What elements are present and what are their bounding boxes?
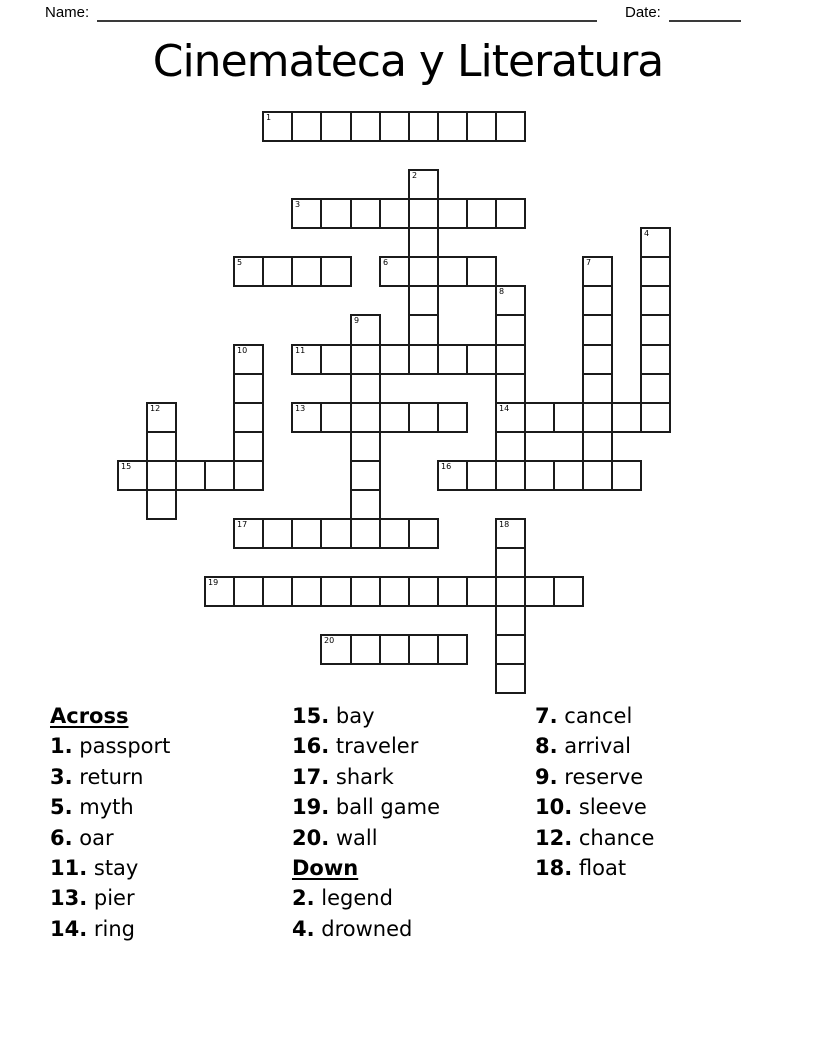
clue-text: pier <box>87 886 135 911</box>
grid-cell[interactable] <box>582 285 613 316</box>
clue-number: 3. <box>50 764 73 789</box>
grid-cell[interactable] <box>495 460 526 491</box>
grid-cell[interactable] <box>437 576 468 607</box>
grid-cell[interactable] <box>262 576 293 607</box>
grid-cell[interactable] <box>495 576 526 607</box>
grid-cell[interactable] <box>379 111 410 142</box>
grid-cell[interactable] <box>495 663 526 694</box>
clue-number: 6. <box>50 825 73 850</box>
grid-cell[interactable] <box>233 431 264 462</box>
grid-cell[interactable] <box>408 344 439 375</box>
clue-number: 14. <box>50 916 88 941</box>
clue-number: 5. <box>50 795 73 820</box>
grid-cell[interactable] <box>466 576 497 607</box>
grid-cell[interactable] <box>379 402 410 433</box>
grid-cell[interactable] <box>640 256 671 287</box>
clue-text: sleeve <box>572 795 647 820</box>
clue-item-14 <box>50 914 170 944</box>
grid-cell[interactable] <box>350 634 381 665</box>
grid-cell[interactable] <box>379 518 410 549</box>
clues-down-header: Down <box>292 855 359 880</box>
grid-cell[interactable] <box>553 460 584 491</box>
grid-cell[interactable] <box>437 634 468 665</box>
grid-cell[interactable] <box>117 460 148 491</box>
cell-number: 11 <box>295 346 306 355</box>
grid-cell[interactable] <box>291 576 322 607</box>
cell-number: 19 <box>208 578 219 587</box>
grid-cell[interactable] <box>291 256 322 287</box>
grid-cell[interactable] <box>204 460 235 491</box>
clue-item-8 <box>535 731 654 761</box>
grid-cell[interactable] <box>320 256 352 287</box>
grid-cell[interactable] <box>233 402 264 433</box>
date-input-line[interactable] <box>669 3 741 22</box>
clue-column-2 <box>292 701 440 944</box>
grid-cell[interactable] <box>291 344 322 375</box>
grid-cell[interactable] <box>495 285 526 316</box>
clue-item-18 <box>535 853 654 883</box>
grid-cell[interactable] <box>582 402 613 433</box>
clue-item-6 <box>50 823 170 853</box>
grid-cell[interactable] <box>495 634 526 665</box>
clue-text: cancel <box>557 704 633 728</box>
grid-cell[interactable] <box>524 460 555 491</box>
grid-cell[interactable] <box>611 460 642 491</box>
grid-cell[interactable] <box>640 314 671 346</box>
grid-cell[interactable] <box>466 111 497 142</box>
grid-cell[interactable] <box>466 344 497 375</box>
grid-cell[interactable] <box>175 460 206 491</box>
cell-number: 17 <box>237 520 248 529</box>
clue-item-10 <box>535 792 654 822</box>
cell-number: 4 <box>644 229 650 238</box>
grid-cell[interactable] <box>320 111 352 142</box>
grid-cell[interactable] <box>379 634 410 665</box>
grid-cell[interactable] <box>408 227 439 258</box>
clue-text: float <box>572 855 627 880</box>
cell-number: 3 <box>295 200 301 209</box>
clue-number: 19. <box>292 795 330 820</box>
grid-cell[interactable] <box>350 489 381 520</box>
clue-number: 15. <box>292 704 330 728</box>
grid-cell[interactable] <box>204 576 235 607</box>
grid-cell[interactable] <box>233 373 264 404</box>
grid-cell[interactable] <box>495 518 526 549</box>
clue-item-5 <box>50 792 170 822</box>
grid-cell[interactable] <box>408 198 439 229</box>
grid-cell[interactable] <box>379 198 410 229</box>
grid-cell[interactable] <box>553 576 584 607</box>
grid-cell[interactable] <box>320 198 352 229</box>
grid-cell[interactable] <box>437 256 468 287</box>
grid-cell[interactable] <box>466 198 497 229</box>
grid-cell[interactable] <box>582 460 613 491</box>
grid-cell[interactable] <box>291 518 322 549</box>
grid-cell[interactable] <box>437 402 468 433</box>
grid-cell[interactable] <box>524 576 555 607</box>
clue-text: arrival <box>557 734 632 759</box>
date-field <box>625 3 741 22</box>
grid-cell[interactable] <box>582 431 613 462</box>
grid-cell[interactable] <box>495 198 526 229</box>
clue-text: myth <box>72 795 134 820</box>
grid-cell[interactable] <box>495 547 526 578</box>
clue-item-19 <box>292 792 440 822</box>
clue-item-20 <box>292 823 440 853</box>
grid-cell[interactable] <box>320 344 352 375</box>
clue-text: passport <box>72 734 171 759</box>
clue-text: wall <box>329 825 378 850</box>
cell-number: 13 <box>295 404 306 413</box>
grid-cell[interactable] <box>408 518 439 549</box>
grid-cell[interactable] <box>495 344 526 375</box>
clue-number: 1. <box>50 734 73 759</box>
grid-cell[interactable] <box>320 634 352 665</box>
grid-cell[interactable] <box>379 256 410 287</box>
clue-text: reserve <box>557 764 644 789</box>
grid-cell[interactable] <box>350 198 381 229</box>
grid-cell[interactable] <box>350 576 381 607</box>
cell-number: 6 <box>383 258 389 267</box>
cell-number: 14 <box>499 404 510 413</box>
clue-item-17 <box>292 762 440 792</box>
grid-cell[interactable] <box>146 431 177 462</box>
cell-number: 9 <box>354 316 360 325</box>
page-title: Cinemateca y Literatura <box>152 36 664 87</box>
grid-cell[interactable] <box>408 256 439 287</box>
grid-cell[interactable] <box>350 314 381 346</box>
clue-text: oar <box>72 825 114 850</box>
grid-cell[interactable] <box>640 402 671 433</box>
grid-cell[interactable] <box>350 460 381 491</box>
cell-number: 2 <box>412 171 418 180</box>
grid-cell[interactable] <box>582 314 613 346</box>
grid-cell[interactable] <box>640 227 671 258</box>
clue-text: chance <box>572 825 655 850</box>
grid-cell[interactable] <box>233 576 264 607</box>
grid-cell[interactable] <box>350 402 381 433</box>
clue-text: return <box>72 764 144 789</box>
clue-item-13 <box>50 883 170 913</box>
grid-cell[interactable] <box>408 402 439 433</box>
clue-text: drowned <box>314 916 413 941</box>
cell-number: 8 <box>499 287 505 296</box>
grid-cell[interactable] <box>408 111 439 142</box>
grid-cell[interactable] <box>350 111 381 142</box>
grid-cell[interactable] <box>350 518 381 549</box>
grid-cell[interactable] <box>350 373 381 404</box>
grid-cell[interactable] <box>408 634 439 665</box>
grid-cell[interactable] <box>582 256 613 287</box>
grid-cell[interactable] <box>495 605 526 636</box>
grid-cell[interactable] <box>524 402 555 433</box>
grid-cell[interactable] <box>262 111 293 142</box>
clues-across-header: Across <box>50 704 129 728</box>
grid-cell[interactable] <box>146 402 177 433</box>
grid-cell[interactable] <box>437 111 468 142</box>
clue-item-2 <box>292 883 440 913</box>
cell-number: 20 <box>324 636 335 645</box>
name-label: Name: <box>45 4 90 21</box>
grid-cell[interactable] <box>350 431 381 462</box>
clue-column-3 <box>535 701 654 883</box>
grid-cell[interactable] <box>640 285 671 316</box>
grid-cell[interactable] <box>640 373 671 404</box>
clue-number: 13. <box>50 886 88 911</box>
grid-cell[interactable] <box>233 460 264 491</box>
grid-cell[interactable] <box>291 198 322 229</box>
grid-cell[interactable] <box>437 198 468 229</box>
grid-cell[interactable] <box>291 402 322 433</box>
clue-item-3 <box>50 762 170 792</box>
clue-item-15 <box>292 701 440 731</box>
grid-cell[interactable] <box>146 489 177 520</box>
cell-number: 10 <box>237 346 248 355</box>
date-label: Date: <box>625 4 661 21</box>
grid-cell[interactable] <box>495 373 526 404</box>
clue-item-16 <box>292 731 440 761</box>
clue-number: 12. <box>535 825 573 850</box>
grid-cell[interactable] <box>437 460 468 491</box>
clue-number: 11. <box>50 855 88 880</box>
clue-number: 4. <box>292 916 315 941</box>
cell-number: 5 <box>237 258 243 267</box>
clue-number: 18. <box>535 855 573 880</box>
grid-cell[interactable] <box>320 402 352 433</box>
clue-column-1 <box>50 701 170 944</box>
clue-text: ring <box>87 916 135 941</box>
grid-cell[interactable] <box>495 402 526 433</box>
clue-number: 9. <box>535 764 558 789</box>
clue-text: bay <box>329 704 375 728</box>
cell-number: 1 <box>266 113 272 122</box>
grid-cell[interactable] <box>379 344 410 375</box>
grid-cell[interactable] <box>408 314 439 346</box>
clue-text: shark <box>329 764 394 789</box>
clue-number: 7. <box>535 704 558 728</box>
cell-number: 16 <box>441 462 452 471</box>
grid-cell[interactable] <box>582 344 613 375</box>
grid-cell[interactable] <box>408 169 439 200</box>
grid-cell[interactable] <box>233 344 264 375</box>
grid-cell[interactable] <box>233 256 264 287</box>
grid-cell[interactable] <box>495 314 526 346</box>
grid-cell[interactable] <box>582 373 613 404</box>
clue-text: stay <box>87 855 139 880</box>
grid-cell[interactable] <box>291 111 322 142</box>
grid-cell[interactable] <box>233 518 264 549</box>
grid-cell[interactable] <box>466 460 497 491</box>
grid-cell[interactable] <box>379 576 410 607</box>
cell-number: 15 <box>121 462 132 471</box>
clue-item-11 <box>50 853 170 883</box>
grid-cell[interactable] <box>640 344 671 375</box>
cell-number: 7 <box>586 258 592 267</box>
grid-cell[interactable] <box>408 576 439 607</box>
clue-item-1 <box>50 731 170 761</box>
clue-text: ball game <box>329 795 440 820</box>
clue-item-7 <box>535 701 654 731</box>
clue-number: 8. <box>535 734 558 759</box>
grid-cell[interactable] <box>611 402 642 433</box>
grid-cell[interactable] <box>350 344 381 375</box>
clue-number: 10. <box>535 795 573 820</box>
clue-item-9 <box>535 762 654 792</box>
grid-cell[interactable] <box>262 256 293 287</box>
clue-item-12 <box>535 823 654 853</box>
clue-number: 20. <box>292 825 330 850</box>
grid-cell[interactable] <box>495 431 526 462</box>
grid-cell[interactable] <box>408 285 439 316</box>
cell-number: 12 <box>150 404 161 413</box>
name-input-line[interactable] <box>97 3 597 22</box>
clue-item-4 <box>292 914 440 944</box>
grid-cell[interactable] <box>320 576 352 607</box>
name-field <box>45 3 597 22</box>
grid-cell[interactable] <box>437 344 468 375</box>
cell-number: 18 <box>499 520 510 529</box>
clue-text: traveler <box>329 734 419 759</box>
grid-cell[interactable] <box>553 402 584 433</box>
clue-number: 2. <box>292 886 315 911</box>
grid-cell[interactable] <box>466 256 497 287</box>
clue-number: 17. <box>292 764 330 789</box>
grid-cell[interactable] <box>495 111 526 142</box>
grid-cell[interactable] <box>146 460 177 491</box>
grid-cell[interactable] <box>320 518 352 549</box>
grid-cell[interactable] <box>262 518 293 549</box>
clue-number: 16. <box>292 734 330 759</box>
clue-text: legend <box>314 886 393 911</box>
